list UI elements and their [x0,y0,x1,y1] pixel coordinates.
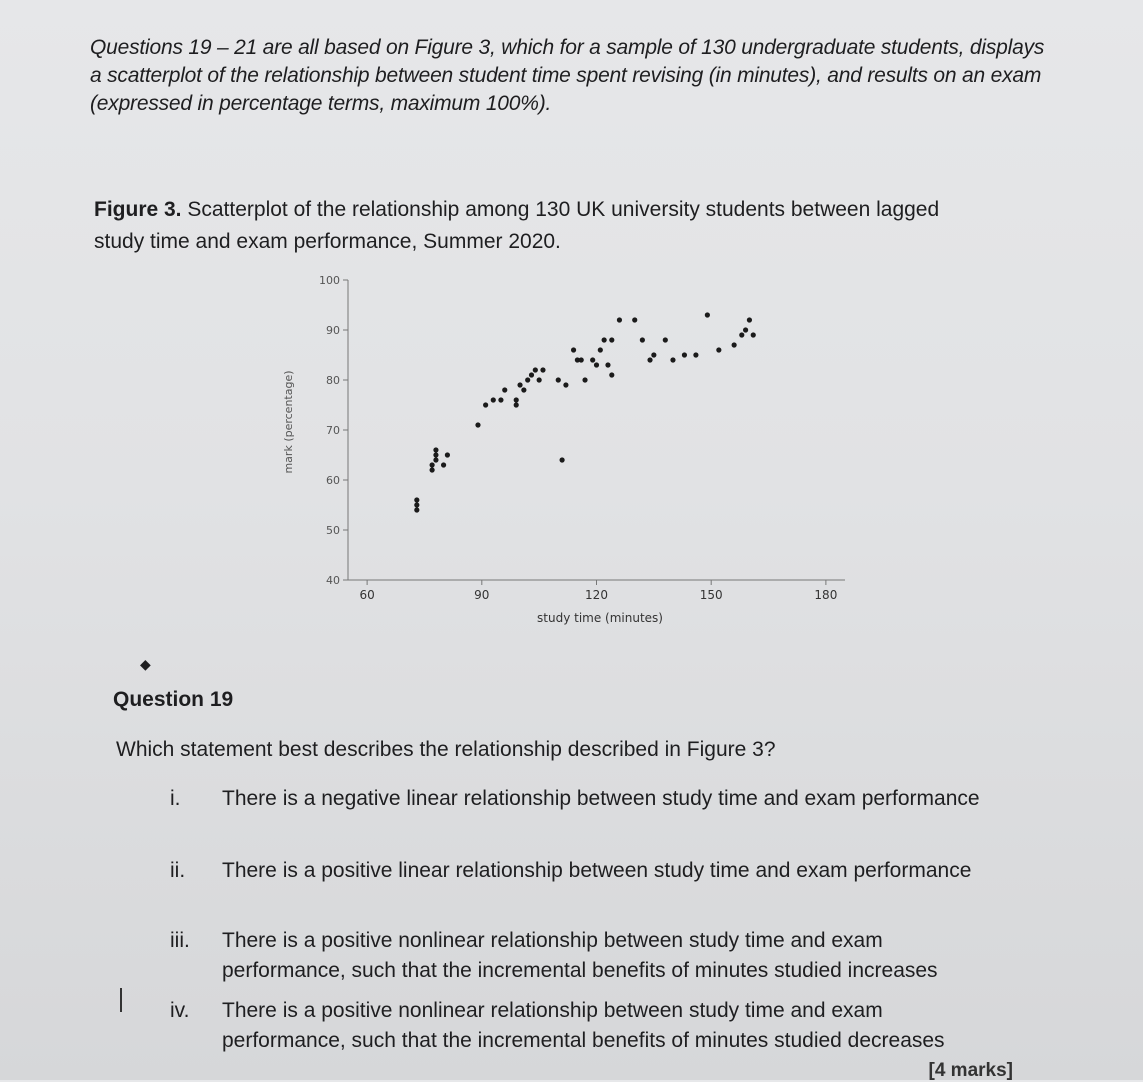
option-iii[interactable] [170,926,990,986]
data-point [514,397,519,402]
data-point [598,347,603,352]
data-point [579,357,584,362]
data-point [559,457,564,462]
intro-paragraph: Questions 19 – 21 are all based on Figure 3, which for a sample of 130 undergraduate students, displays a scatterplot of the relationship between student time spent revising (in minutes), and results on an exam (expressed in percentage terms, maximum 100%). [90,36,1045,115]
data-point [716,347,721,352]
data-point [537,377,542,382]
data-point [517,382,522,387]
stray-mark: ◆ [140,656,151,672]
data-point [445,452,450,457]
option-number: iv. [170,999,190,1022]
question-title: Question 19 [113,688,234,711]
question-text: Which statement best describes the relationship described in Figure 3? [116,738,776,761]
data-point [414,502,419,507]
data-point [483,402,488,407]
x-tick-label: 120 [585,588,608,602]
data-point [521,387,526,392]
marks-label: [4 marks] [928,1060,1013,1081]
data-point [556,377,561,382]
y-tick-label: 60 [326,474,340,487]
data-point [491,397,496,402]
data-point [647,357,652,362]
data-point [529,372,534,377]
y-tick-label: 50 [326,524,340,537]
option-number: iii. [170,929,190,952]
x-tick-label: 90 [474,588,490,602]
x-tick-label: 180 [814,588,838,602]
data-point [498,397,503,402]
y-axis-label: mark (percentage) [282,370,295,474]
option-i[interactable] [170,784,990,814]
data-point [640,337,645,342]
data-point [632,317,637,322]
x-tick-label: 60 [359,588,375,602]
data-point [605,362,610,367]
data-point [682,352,687,357]
data-point [747,317,752,322]
y-tick-label: 40 [326,574,340,587]
data-point [433,457,438,462]
option-text: There is a positive nonlinear relationship between study time and exam performance, such that the incremental benefits of minutes studied decreases [222,999,945,1052]
data-point [414,507,419,512]
option-number: i. [170,787,181,810]
option-number: ii. [170,859,186,882]
data-point [571,347,576,352]
data-point [433,447,438,452]
figure-caption [94,194,994,258]
data-point [533,367,538,372]
data-point [594,362,599,367]
data-point [663,337,668,342]
data-point [540,367,545,372]
x-tick-label: 150 [699,588,723,602]
x-axis-label: study time (minutes) [537,611,663,625]
scatterplot [270,262,870,642]
data-point [602,337,607,342]
option-iv[interactable] [170,996,990,1056]
data-point [732,342,737,347]
y-tick-label: 70 [326,424,340,437]
option-ii[interactable] [170,856,990,886]
data-point [743,327,748,332]
data-point [739,332,744,337]
data-point [609,337,614,342]
data-point [582,377,587,382]
data-point [590,357,595,362]
data-point [617,317,622,322]
data-point [502,387,507,392]
margin-pen-mark [120,988,122,1012]
option-text: There is a positive linear relationship between study time and exam performance [222,859,972,882]
data-point [525,377,530,382]
data-point [563,382,568,387]
data-point [475,422,480,427]
option-text: There is a negative linear relationship between study time and exam performance [222,787,980,810]
data-point [441,462,446,467]
y-tick-label: 100 [319,274,340,287]
data-point [670,357,675,362]
data-point [430,467,435,472]
option-text: There is a positive nonlinear relationship between study time and exam performance, such that the incremental benefits of minutes studied increases [222,929,938,982]
data-point [693,352,698,357]
data-point [433,452,438,457]
data-point [430,462,435,467]
data-point [705,312,710,317]
y-tick-label: 80 [326,374,340,387]
data-point [609,372,614,377]
figure-label: Figure 3. [94,198,182,221]
figure-caption-text: Scatterplot of the relationship among 130 UK university students between lagged study time and exam performance, Summer 2020. [94,198,940,253]
data-point [651,352,656,357]
data-point [414,497,419,502]
data-point [751,332,756,337]
data-point [514,402,519,407]
y-tick-label: 90 [326,324,340,337]
